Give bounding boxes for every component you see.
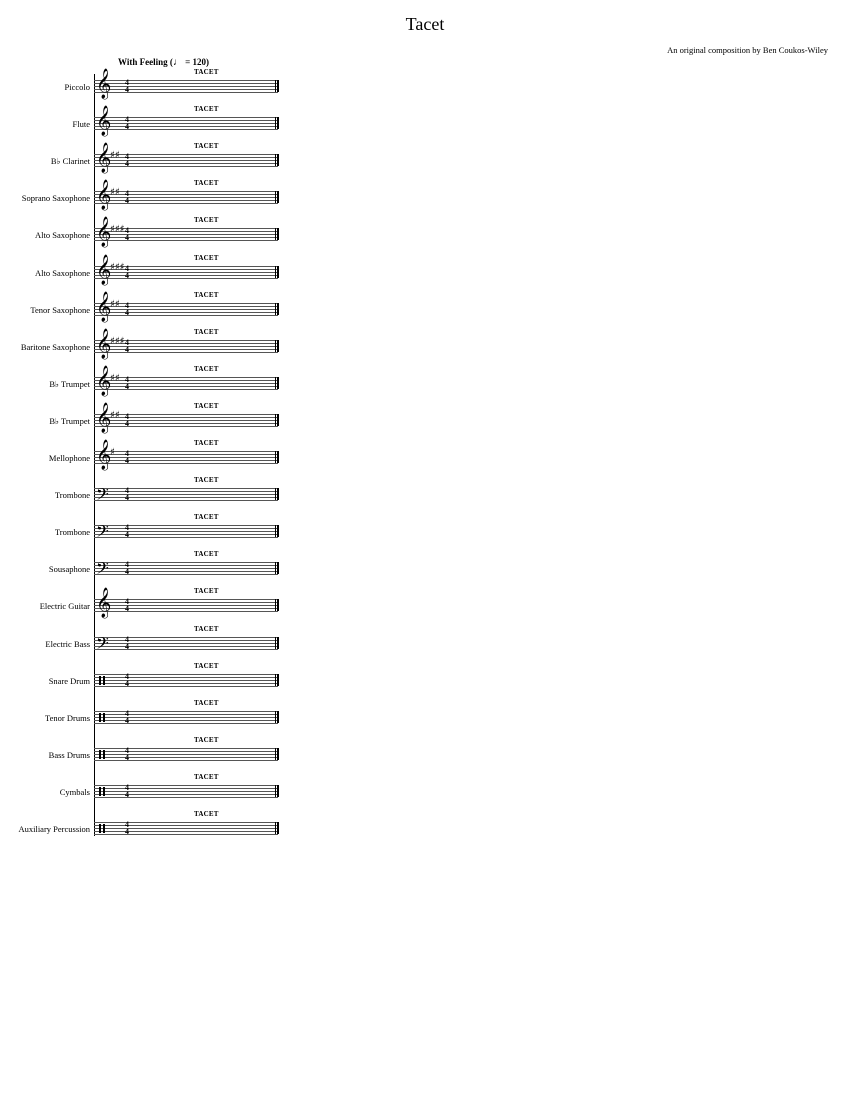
staff-line (94, 571, 278, 572)
barline (275, 674, 276, 686)
time-signature-top: 4 (125, 300, 129, 310)
time-signature-top: 4 (125, 634, 129, 644)
staff-line (94, 785, 278, 786)
barline (275, 711, 276, 723)
quarter-note-icon: ♩ (172, 57, 183, 68)
staff-line (94, 417, 278, 418)
barline (275, 822, 276, 834)
staff-line (94, 423, 278, 424)
staff-line (94, 349, 278, 350)
final-barline (277, 266, 279, 278)
time-signature-top: 4 (125, 523, 129, 533)
staff (0, 810, 850, 862)
time-signature-bottom: 4 (125, 456, 129, 465)
tacet-marking: TACET (194, 698, 219, 707)
staff-line (94, 83, 278, 84)
instrument-label: Auxiliary Percussion (18, 824, 90, 834)
staff-line (94, 562, 278, 563)
treble-clef-icon: 𝄞 (96, 254, 112, 285)
time-signature-bottom: 4 (125, 122, 129, 132)
tacet-marking: TACET (194, 810, 219, 818)
time-signature (123, 524, 131, 538)
percussion-clef-icon (99, 824, 106, 833)
staff-line (94, 760, 278, 761)
time-signature-bottom: 4 (125, 159, 129, 169)
instrument-label: B♭ Trumpet (49, 378, 90, 389)
final-barline (277, 599, 279, 611)
time-signature-top: 4 (125, 486, 129, 496)
instrument-label: Cymbals (59, 786, 90, 797)
final-barline (277, 303, 279, 315)
instrument-label: Mellophone (48, 453, 90, 463)
treble-clef-icon: 𝄞 (96, 69, 112, 99)
staff-line (94, 86, 278, 87)
staff-line (94, 491, 278, 492)
instrument-label: Snare Drum (48, 675, 90, 686)
final-barline (277, 154, 279, 166)
time-signature-bottom: 4 (125, 270, 129, 280)
tacet-marking: TACET (194, 179, 219, 188)
time-signature-bottom: 4 (125, 827, 129, 836)
staff-line (94, 683, 278, 684)
time-signature-top: 4 (125, 152, 129, 162)
time-signature-bottom: 4 (125, 530, 129, 540)
staff-line (94, 717, 278, 718)
percussion-clef-icon (99, 750, 106, 759)
final-barline (277, 228, 279, 240)
bass-clef-icon: 𝄢 (96, 484, 109, 509)
time-signature-top: 4 (125, 263, 129, 273)
bass-clef-icon: 𝄢 (96, 558, 109, 583)
staff-line (94, 389, 278, 390)
time-signature (123, 561, 131, 575)
final-barline (277, 748, 279, 760)
final-barline (277, 711, 279, 723)
time-signature (123, 116, 131, 130)
composer-credit: An original composition by Ben Coukos-Wiley (667, 45, 828, 55)
staff-line (94, 117, 278, 118)
staff-line (94, 275, 278, 276)
staff-line (94, 126, 278, 127)
staff-line (94, 383, 278, 384)
instrument-label: Alto Saxophone (34, 267, 90, 278)
staff-line (94, 92, 278, 93)
treble-clef-icon: 𝄞 (96, 143, 112, 174)
barline (275, 488, 276, 500)
time-signature-top: 4 (125, 671, 129, 681)
barline (275, 303, 276, 315)
staff-line (94, 200, 278, 201)
key-signature: ♯♯♯ (110, 224, 125, 236)
tacet-marking: TACET (194, 142, 219, 151)
time-signature-top: 4 (125, 560, 129, 570)
time-signature (123, 673, 131, 687)
time-signature (123, 821, 131, 835)
treble-clef-icon: 𝄞 (96, 588, 112, 619)
barline (275, 80, 276, 92)
tempo-text: With Feeling ( (118, 57, 173, 67)
barline (275, 785, 276, 797)
instrument-label: Soprano Saxophone (21, 193, 90, 204)
tacet-marking: TACET (194, 216, 219, 225)
time-signature (123, 747, 131, 761)
staff-line (94, 191, 278, 192)
time-signature (123, 487, 131, 501)
staff-line (94, 714, 278, 715)
key-signature: ♯ (110, 447, 115, 458)
instrument-label: B♭ Trumpet (49, 415, 90, 426)
instrument-label: Tenor Saxophone (30, 304, 90, 315)
barline (275, 414, 276, 426)
staff-line (94, 494, 278, 495)
treble-clef-icon: 𝄞 (96, 217, 112, 248)
final-barline (277, 80, 279, 92)
treble-clef-icon: 𝄞 (96, 291, 112, 322)
staff-line (94, 565, 278, 566)
treble-clef-icon: 𝄞 (96, 365, 112, 396)
time-signature-bottom: 4 (125, 418, 129, 428)
staff-line (94, 720, 278, 721)
staff (0, 587, 850, 639)
staff-line (94, 278, 278, 279)
staff-line (94, 637, 278, 638)
staff-line (94, 166, 278, 167)
time-signature (123, 376, 131, 390)
tacet-marking: TACET (194, 439, 219, 447)
instrument-label: Baritone Saxophone (20, 341, 90, 352)
percussion-clef-icon (99, 676, 106, 685)
instrument-label: B♭ Clarinet (50, 156, 90, 167)
time-signature-bottom: 4 (125, 567, 129, 577)
time-signature (123, 265, 131, 279)
final-barline (277, 822, 279, 834)
treble-clef-icon: 𝄞 (96, 106, 112, 137)
time-signature (123, 450, 131, 464)
staff-line (94, 80, 278, 81)
tempo-value: = 120) (182, 57, 209, 67)
final-barline (277, 488, 279, 500)
key-signature: ♯♯ (110, 187, 120, 199)
staff-line (94, 611, 278, 612)
time-signature-bottom: 4 (125, 196, 129, 206)
time-signature-bottom: 4 (125, 381, 129, 391)
staff-line (94, 525, 278, 526)
staff-line (94, 602, 278, 603)
key-signature: ♯♯ (110, 372, 120, 384)
final-barline (277, 674, 279, 686)
final-barline (277, 117, 279, 129)
staff-line (94, 640, 278, 641)
staff-line (94, 309, 278, 310)
percussion-clef-icon (99, 713, 106, 722)
staff-line (94, 488, 278, 489)
staff-line (94, 794, 278, 795)
bass-clef-icon: 𝄢 (96, 632, 109, 657)
tacet-marking: TACET (194, 772, 219, 781)
staff-line (94, 451, 278, 452)
instrument-label: Flute (72, 119, 90, 130)
staff-line (94, 352, 278, 353)
treble-clef-icon: 𝄞 (96, 440, 112, 470)
staff-line (94, 203, 278, 204)
staff-line (94, 834, 278, 835)
time-signature-bottom: 4 (125, 715, 129, 725)
staff-line (94, 240, 278, 241)
final-barline (277, 637, 279, 649)
staff-line (94, 194, 278, 195)
time-signature (123, 636, 131, 650)
time-signature-top: 4 (125, 449, 129, 458)
instrument-label: Trombone (54, 527, 90, 538)
time-signature-top: 4 (125, 337, 129, 347)
time-signature (123, 153, 131, 167)
time-signature (123, 784, 131, 798)
time-signature (123, 190, 131, 204)
staff (0, 216, 850, 268)
time-signature-bottom: 4 (125, 604, 129, 614)
time-signature-top: 4 (125, 597, 129, 607)
final-barline (277, 191, 279, 203)
bass-clef-icon: 𝄢 (96, 521, 109, 546)
time-signature-top: 4 (125, 374, 129, 384)
staff-line (94, 831, 278, 832)
staff-line (94, 528, 278, 529)
staff-line (94, 605, 278, 606)
staff-line (94, 711, 278, 712)
time-signature-top: 4 (125, 226, 129, 236)
staff-line (94, 791, 278, 792)
treble-clef-icon: 𝄞 (96, 402, 112, 433)
staff-line (94, 420, 278, 421)
staff-line (94, 163, 278, 164)
staff-line (94, 454, 278, 455)
staff-line (94, 828, 278, 829)
staff-line (94, 312, 278, 313)
time-signature (123, 79, 131, 93)
staff-line (94, 460, 278, 461)
staff-line (94, 154, 278, 155)
staff-line (94, 237, 278, 238)
tacet-marking: TACET (194, 624, 219, 633)
tacet-marking: TACET (194, 364, 219, 373)
staff-line (94, 531, 278, 532)
tacet-marking: TACET (194, 476, 219, 485)
tacet-marking: TACET (194, 68, 219, 76)
barline (275, 451, 276, 463)
time-signature-top: 4 (125, 820, 129, 829)
key-signature: ♯♯♯ (110, 261, 125, 273)
staff-line (94, 414, 278, 415)
instrument-label: Bass Drums (48, 749, 90, 760)
staff-line (94, 649, 278, 650)
tacet-marking: TACET (194, 587, 219, 596)
time-signature-top: 4 (125, 708, 129, 718)
staff-line (94, 123, 278, 124)
staff-line (94, 646, 278, 647)
tacet-marking: TACET (194, 735, 219, 744)
barline (275, 599, 276, 611)
time-signature-top: 4 (125, 745, 129, 755)
final-barline (277, 377, 279, 389)
key-signature: ♯♯ (110, 298, 120, 310)
time-signature-bottom: 4 (125, 85, 129, 94)
score-title: Tacet (405, 14, 445, 34)
time-signature-bottom: 4 (125, 493, 129, 503)
staff-line (94, 608, 278, 609)
barline (275, 191, 276, 203)
tacet-marking: TACET (194, 661, 219, 670)
staff-line (94, 534, 278, 535)
barline (275, 748, 276, 760)
final-barline (277, 414, 279, 426)
barline (275, 340, 276, 352)
staff-line (94, 157, 278, 158)
barline (275, 637, 276, 649)
barline (275, 562, 276, 574)
barline (275, 266, 276, 278)
staff-line (94, 160, 278, 161)
treble-clef-icon: 𝄞 (96, 328, 112, 359)
tacet-marking: TACET (194, 550, 219, 559)
staff-line (94, 386, 278, 387)
instrument-label: Electric Guitar (39, 601, 90, 612)
instrument-label: Trombone (54, 490, 90, 501)
staff-line (94, 680, 278, 681)
percussion-clef-icon (99, 787, 106, 796)
final-barline (277, 451, 279, 463)
staff-line (94, 822, 278, 823)
treble-clef-icon: 𝄞 (96, 180, 112, 211)
tacet-marking: TACET (194, 105, 219, 114)
staff-line (94, 674, 278, 675)
staff-line (94, 537, 278, 538)
staff-line (94, 677, 278, 678)
staff-line (94, 129, 278, 130)
staff-line (94, 303, 278, 304)
time-signature (123, 302, 131, 316)
time-signature (123, 413, 131, 427)
key-signature: ♯♯ (110, 150, 120, 162)
staff-line (94, 426, 278, 427)
barline (275, 377, 276, 389)
staff-line (94, 120, 278, 121)
final-barline (277, 785, 279, 797)
time-signature (123, 710, 131, 724)
barline (275, 117, 276, 129)
time-signature-bottom: 4 (125, 233, 129, 243)
staff-line (94, 797, 278, 798)
time-signature-bottom: 4 (125, 641, 129, 651)
final-barline (277, 562, 279, 574)
time-signature-top: 4 (125, 782, 129, 792)
staff-line (94, 754, 278, 755)
staff-line (94, 500, 278, 501)
staff-line (94, 574, 278, 575)
barline (275, 228, 276, 240)
tacet-marking: TACET (194, 401, 219, 410)
instrument-label: Alto Saxophone (34, 230, 90, 241)
final-barline (277, 340, 279, 352)
tacet-marking: TACET (194, 513, 219, 522)
staff-line (94, 306, 278, 307)
staff-line (94, 463, 278, 464)
tacet-marking: TACET (194, 253, 219, 262)
staff-line (94, 643, 278, 644)
staff-line (94, 89, 278, 90)
time-signature (123, 227, 131, 241)
time-signature-top: 4 (125, 115, 129, 125)
tacet-marking: TACET (194, 290, 219, 299)
time-signature-bottom: 4 (125, 789, 129, 799)
staff-line (94, 788, 278, 789)
key-signature: ♯♯ (110, 409, 120, 421)
instrument-label: Piccolo (64, 82, 90, 92)
instrument-label: Sousaphone (48, 564, 90, 575)
time-signature-top: 4 (125, 411, 129, 421)
time-signature-bottom: 4 (125, 344, 129, 354)
barline (275, 154, 276, 166)
time-signature-bottom: 4 (125, 307, 129, 317)
instrument-label: Tenor Drums (45, 712, 90, 723)
time-signature (123, 339, 131, 353)
barline (275, 525, 276, 537)
staff-line (94, 757, 278, 758)
staff-line (94, 457, 278, 458)
staff-line (94, 748, 278, 749)
instrument-label: Electric Bass (45, 638, 90, 649)
staff-line (94, 751, 278, 752)
time-signature-top: 4 (125, 189, 129, 199)
time-signature-top: 4 (125, 78, 129, 87)
staff-line (94, 377, 278, 378)
time-signature-bottom: 4 (125, 752, 129, 762)
staff-line (94, 197, 278, 198)
staff-line (94, 825, 278, 826)
time-signature-bottom: 4 (125, 678, 129, 688)
staff-line (94, 497, 278, 498)
staff-line (94, 686, 278, 687)
time-signature (123, 598, 131, 612)
staff-line (94, 599, 278, 600)
final-barline (277, 525, 279, 537)
staff-line (94, 568, 278, 569)
staff-line (94, 315, 278, 316)
key-signature: ♯♯♯ (110, 335, 125, 347)
staff-line (94, 723, 278, 724)
tacet-marking: TACET (194, 327, 219, 336)
staff-line (94, 380, 278, 381)
